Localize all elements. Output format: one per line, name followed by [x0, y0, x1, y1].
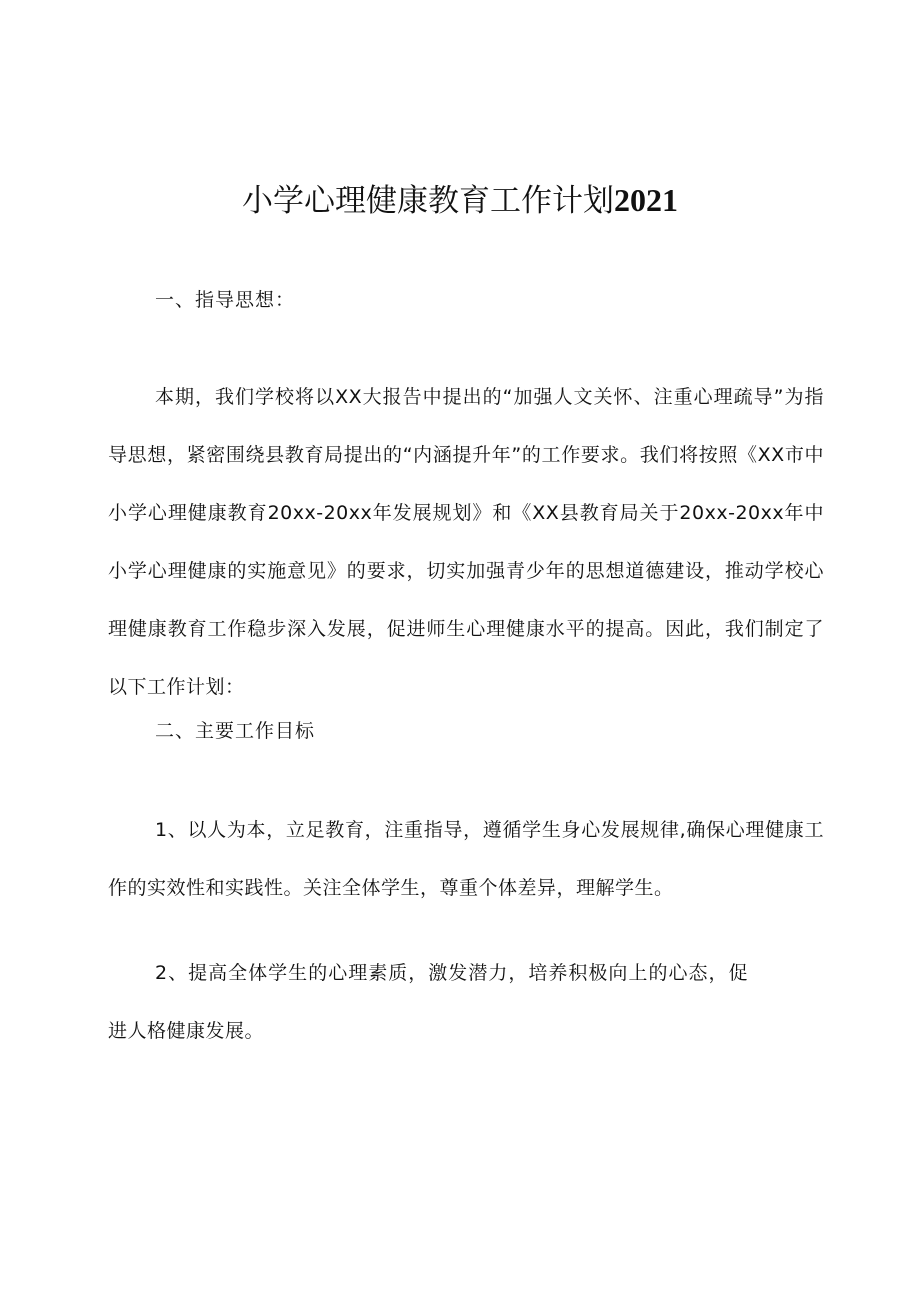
goal-item-2: 2、提高全体学生的心理素质，激发潜力，培养积极向上的心态，促进人格健康发展。: [108, 962, 748, 1042]
document-title: [0, 178, 920, 223]
goal-item-1: 1、以人为本，立足教育，注重指导，遵循学生身心发展规律,确保心理健康工作的实效性和实践性。关注全体学生，尊重个体差异，理解学生。: [108, 819, 824, 899]
title-text: 小学心理健康教育工作计划: [242, 183, 614, 219]
section-heading-guiding-ideology: 一、指导思想：: [155, 289, 296, 311]
guiding-ideology-paragraph: 本期，我们学校将以XX大报告中提出的“加强人文关怀、注重心理疏导”为指导思想，紧密围绕县教育局提出的“内涵提升年”的工作要求。我们将按照《XX市中小学心理健康教育20xx-20xx年发展规划》和《XX县教育局关于20xx-20xx年中小学心理健康的实施意见》的要求，切实加强青少年的思想道德建设，推动学校心理健康教育工作稳步深入发展，促进师生心理健康水平的提高。因此，我们制定了以下工作计划：: [108, 386, 824, 698]
title-year: 2021: [614, 182, 678, 218]
section-heading-main-goals: 二、主要工作目标: [155, 720, 316, 742]
